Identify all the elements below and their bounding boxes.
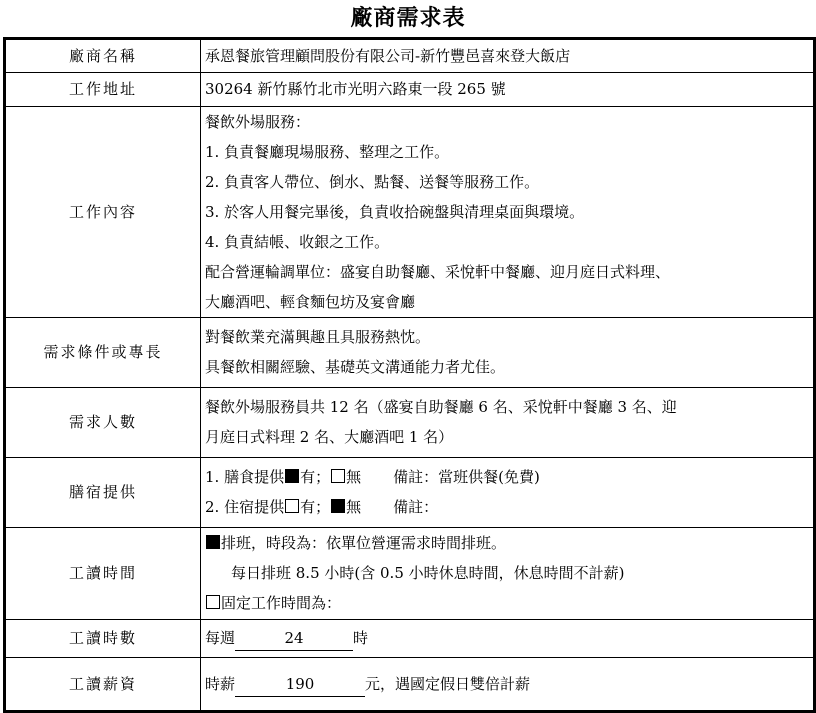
content-line: 大廳酒吧、輕食麵包坊及宴會廳 <box>205 292 416 311</box>
meal-yes-label: 有； <box>300 468 331 486</box>
shift-label: 排班，時段為：依單位營運需求時間排班。 <box>221 534 507 552</box>
label-hours: 工讀時數 <box>6 619 201 657</box>
value-headcount <box>201 387 814 457</box>
headcount-line: 月庭日式料理 2 名、大廳酒吧 1 名） <box>205 428 454 446</box>
hours-value: 24 <box>235 626 353 651</box>
lodging-no-checkbox[interactable] <box>331 499 345 513</box>
meal-yes-checkbox[interactable] <box>285 469 299 483</box>
content-line: 3. 於客人用餐完畢後，負責收拾碗盤與清理桌面與環境。 <box>205 202 585 221</box>
label-headcount: 需求人數 <box>6 387 201 457</box>
label-board: 膳宿提供 <box>6 457 201 527</box>
requirement-line: 具餐飲相關經驗、基礎英文溝通能力者尤佳。 <box>205 358 506 376</box>
meal-note: 備註：當班供餐(免費) <box>393 468 540 486</box>
meal-prefix: 1. 膳食提供 <box>205 468 285 486</box>
value-content <box>201 106 814 317</box>
content-line: 2. 負責客人帶位、倒水、點餐、送餐等服務工作。 <box>205 172 540 191</box>
wage-prefix: 時薪 <box>205 675 236 693</box>
value-schedule <box>201 527 814 619</box>
label-address: 工作地址 <box>6 72 201 106</box>
value-board <box>201 457 814 527</box>
lodging-yes-label: 有； <box>300 498 331 516</box>
requirement-table <box>3 37 816 713</box>
label-schedule: 工讀時間 <box>6 527 201 619</box>
meal-line <box>205 462 813 492</box>
row-content <box>6 106 813 317</box>
value-company: 承恩餐旅管理顧問股份有限公司-新竹豐邑喜來登大飯店 <box>201 40 814 72</box>
form-title: 廠商需求表 <box>350 5 466 31</box>
hours-prefix: 每週 <box>205 629 236 647</box>
value-address: 30264 新竹縣竹北市光明六路東一段 265 號 <box>201 72 814 106</box>
hours-suffix: 時 <box>353 629 369 647</box>
label-company: 廠商名稱 <box>6 40 201 72</box>
content-line: 餐飲外場服務： <box>205 112 311 131</box>
content-line: 1. 負責餐廳現場服務、整理之工作。 <box>205 142 450 161</box>
fixed-checkbox[interactable] <box>206 595 220 609</box>
row-requirements <box>6 317 813 387</box>
wage-value: 190 <box>235 672 365 697</box>
lodging-note: 備註： <box>393 498 439 516</box>
wage-suffix: 元，遇國定假日雙倍計薪 <box>365 675 531 693</box>
label-requirements: 需求條件或專長 <box>6 317 201 387</box>
value-hours <box>201 619 814 657</box>
row-wage <box>6 657 813 711</box>
content-line: 4. 負責結帳、收銀之工作。 <box>205 232 390 251</box>
value-requirements <box>201 317 814 387</box>
lodging-line <box>205 492 813 522</box>
row-hours <box>6 619 813 657</box>
row-address <box>6 72 813 106</box>
row-company <box>6 40 813 72</box>
meal-no-checkbox[interactable] <box>331 469 345 483</box>
content-line: 配合營運輪調單位：盛宴自助餐廳、采悅軒中餐廳、迎月庭日式料理、 <box>205 262 671 281</box>
fixed-label: 固定工作時間為： <box>221 594 342 612</box>
row-board <box>6 457 813 527</box>
label-wage: 工讀薪資 <box>6 657 201 711</box>
requirement-line: 對餐飲業充滿興趣且具服務熱忱。 <box>205 328 431 346</box>
meal-no-label: 無 <box>346 468 362 486</box>
label-content: 工作內容 <box>6 106 201 317</box>
row-headcount <box>6 387 813 457</box>
headcount-line: 餐飲外場服務員共 12 名（盛宴自助餐廳 6 名、采悅軒中餐廳 3 名、迎 <box>205 398 677 416</box>
fixed-line <box>205 588 813 618</box>
lodging-no-label: 無 <box>346 498 362 516</box>
shift-detail: 每日排班 8.5 小時(含 0.5 小時休息時間，休息時間不計薪) <box>231 564 625 582</box>
shift-checkbox[interactable] <box>206 535 220 549</box>
lodging-prefix: 2. 住宿提供 <box>205 498 285 516</box>
shift-line <box>205 528 813 558</box>
value-wage <box>201 657 814 711</box>
row-schedule <box>6 527 813 619</box>
lodging-yes-checkbox[interactable] <box>285 499 299 513</box>
